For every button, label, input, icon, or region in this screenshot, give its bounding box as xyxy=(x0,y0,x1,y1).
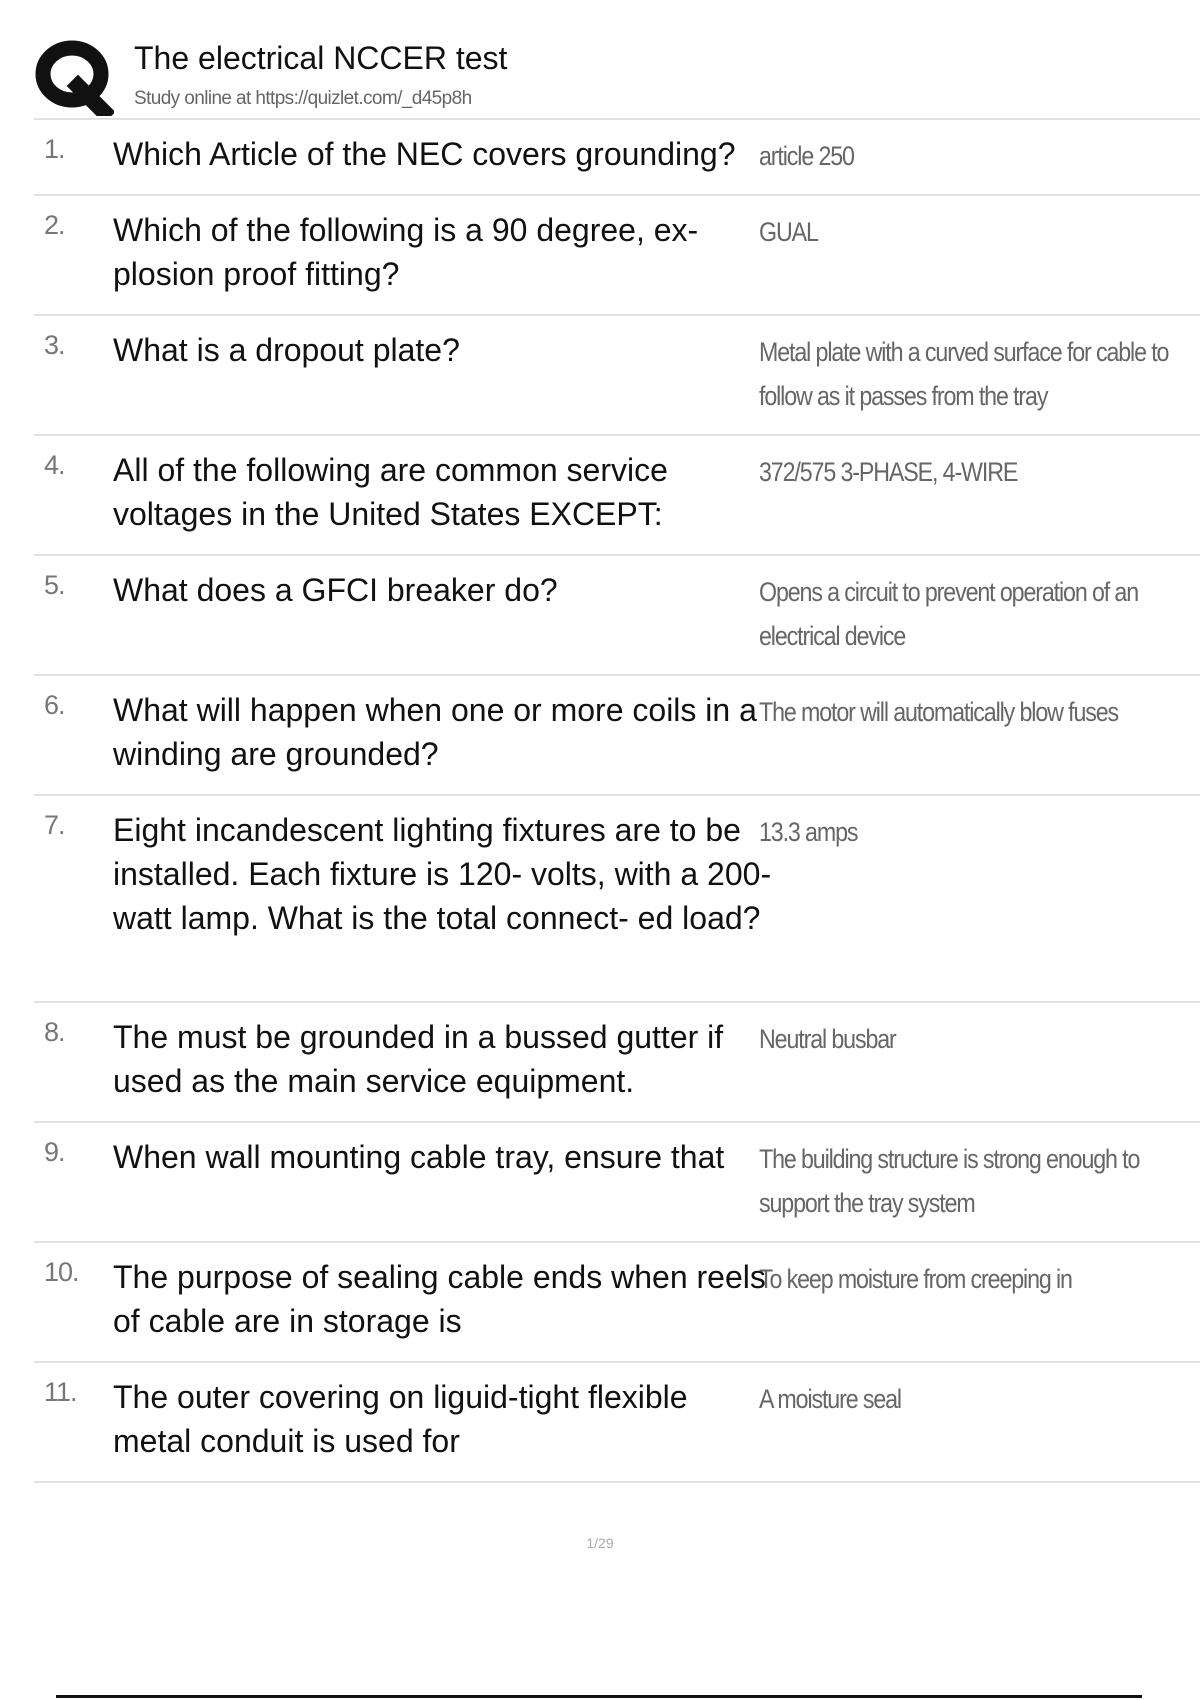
flashcard-row xyxy=(34,796,1200,1003)
card-number: 1. xyxy=(44,134,65,164)
flashcard-row xyxy=(34,1123,1200,1243)
card-definition: Metal plate with a curved surface for cable to follow as it passes from the tray xyxy=(759,337,1169,411)
card-definition: The building structure is strong enough to support the tray system xyxy=(759,1144,1140,1218)
card-term: All of the following are common service voltages in the United States EXCEPT: xyxy=(113,452,668,532)
card-number: 8. xyxy=(44,1017,65,1047)
card-definition: To keep moisture from creeping in xyxy=(759,1264,1072,1294)
card-term: The purpose of sealing cable ends when reels of cable are in storage is xyxy=(113,1259,766,1339)
card-number: 7. xyxy=(44,810,65,840)
card-term: The outer covering on liguid-tight flexible metal conduit is used for xyxy=(113,1379,688,1459)
card-definition: The motor will automatically blow fuses xyxy=(759,697,1119,727)
card-definition: article 250 xyxy=(759,141,854,171)
flashcard-row xyxy=(34,556,1200,676)
page-number: 1/29 xyxy=(586,1535,614,1551)
page-header xyxy=(34,36,1200,120)
card-number: 11. xyxy=(44,1377,77,1407)
flashcard-row xyxy=(34,676,1200,796)
card-number: 9. xyxy=(44,1137,65,1167)
card-term: Eight incandescent lighting fixtures are to be installed. Each fixture is 120- volts, with a 200-watt lamp. What is the total connect- ed load? xyxy=(113,812,772,936)
quizlet-q-icon xyxy=(34,36,114,116)
card-number: 2. xyxy=(44,210,65,240)
card-term: What is a dropout plate? xyxy=(113,332,460,368)
card-definition: Opens a circuit to prevent operation of an electrical device xyxy=(759,577,1139,651)
bottom-divider xyxy=(56,1695,1142,1698)
flashcard-row xyxy=(34,196,1200,316)
card-term: The must be grounded in a bussed gutter if used as the main service equipment. xyxy=(113,1019,724,1099)
card-term: When wall mounting cable tray, ensure that xyxy=(113,1139,725,1175)
flashcard-row xyxy=(34,436,1200,556)
card-definition: 372/575 3-PHASE, 4-WIRE xyxy=(759,457,1018,487)
study-online-link[interactable]: Study online at https://quizlet.com/_d45p8h xyxy=(134,88,472,109)
card-definition: GUAL xyxy=(759,217,818,247)
flashcard-row xyxy=(34,1003,1200,1123)
card-number: 4. xyxy=(44,450,65,480)
flashcard-row xyxy=(34,1363,1200,1483)
card-term: Which of the following is a 90 degree, ex- plosion proof fitting? xyxy=(113,212,699,292)
flashcard-row xyxy=(34,316,1200,436)
card-number: 3. xyxy=(44,330,65,360)
flashcard-row xyxy=(34,120,1200,196)
card-definition: 13.3 amps xyxy=(759,817,858,847)
card-term: Which Article of the NEC covers grounding? xyxy=(113,136,736,172)
card-number: 5. xyxy=(44,570,65,600)
card-definition: A moisture seal xyxy=(759,1384,901,1414)
card-term: What does a GFCI breaker do? xyxy=(113,572,558,608)
card-term: What will happen when one or more coils in a winding are grounded? xyxy=(113,692,757,772)
card-definition: Neutral busbar xyxy=(759,1024,896,1054)
flashcard-row xyxy=(34,1243,1200,1363)
flashcard-list xyxy=(34,120,1200,1483)
page-title: The electrical NCCER test xyxy=(134,40,508,76)
card-number: 6. xyxy=(44,690,65,720)
card-number: 10. xyxy=(44,1257,79,1287)
